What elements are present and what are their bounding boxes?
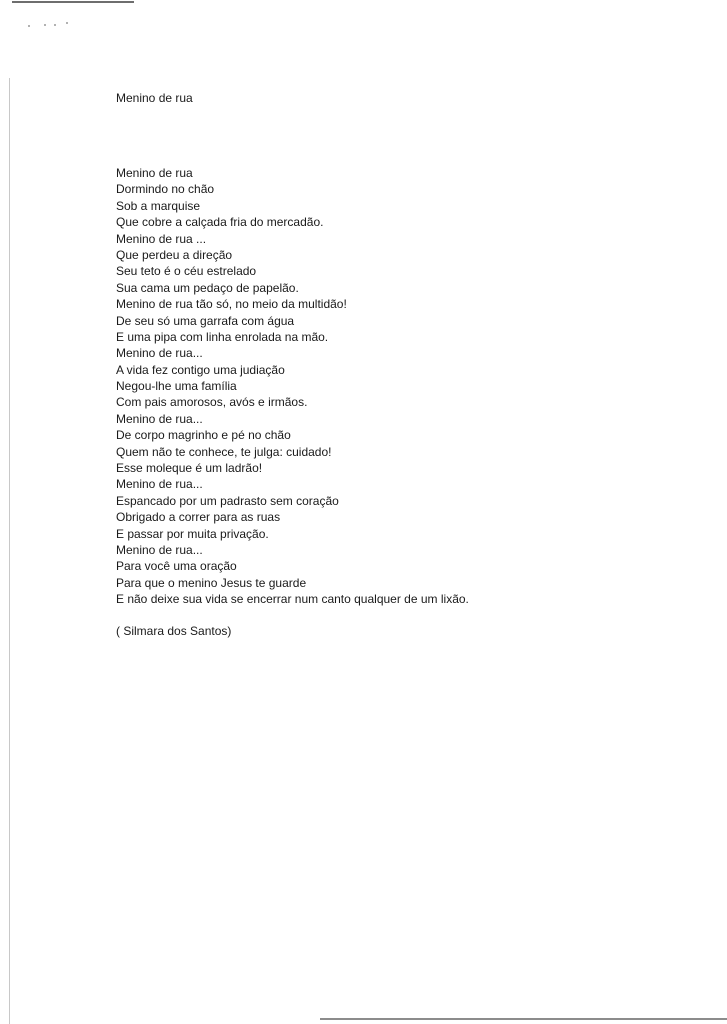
poem-line: De seu só uma garrafa com água — [116, 313, 295, 328]
poem-line: Quem não te conhece, te julga: cuidado! — [116, 444, 332, 459]
poem-line: Esse moleque é um ladrão! — [116, 461, 263, 476]
poem-line: Sob a marquise — [116, 198, 201, 213]
poem-body — [116, 165, 716, 608]
scan-artifact-top-line — [12, 1, 134, 3]
poem-line: Para você uma oração — [116, 559, 237, 574]
poem-line: E não deixe sua vida se encerrar num canto qualquer de um lixão. — [116, 592, 469, 607]
poem-line: Que perdeu a direção — [116, 247, 233, 262]
poem-line: A vida fez contigo uma judiação — [116, 362, 285, 377]
poem-line: E uma pipa com linha enrolada na mão. — [116, 329, 329, 344]
poem-line: Menino de rua ... — [116, 231, 207, 246]
poem-line: Para que o menino Jesus te guarde — [116, 575, 307, 590]
poem-line: Espancado por um padrasto sem coração — [116, 493, 339, 508]
poem-line: Negou-lhe uma família — [116, 379, 237, 394]
poem-line: Menino de rua... — [116, 346, 203, 361]
author-credit: ( Silmara dos Santos) — [116, 624, 232, 638]
poem-line: Menino de rua... — [116, 477, 203, 492]
poem-line: Obrigado a correr para as ruas — [116, 510, 281, 525]
scan-artifact-bottom-line — [320, 1018, 727, 1020]
poem-line: Com pais amorosos, avós e irmãos. — [116, 395, 308, 410]
poem-line: Menino de rua tão só, no meio da multidão! — [116, 297, 347, 312]
poem-line: Dormindo no chão — [116, 182, 215, 197]
document-title: Menino de rua — [116, 91, 193, 105]
poem-line: Seu teto é o céu estrelado — [116, 264, 257, 279]
poem-line: Menino de rua... — [116, 542, 203, 557]
page-left-edge — [9, 78, 10, 1024]
poem-line: Que cobre a calçada fria do mercadão. — [116, 215, 324, 230]
poem-line: Menino de rua... — [116, 411, 203, 426]
poem-line: Menino de rua — [116, 166, 193, 180]
poem-line: Sua cama um pedaço de papelão. — [116, 280, 299, 295]
poem-line: De corpo magrinho e pé no chão — [116, 428, 291, 443]
poem-line: E passar por muita privação. — [116, 526, 269, 541]
scan-artifact-dots — [28, 22, 78, 28]
